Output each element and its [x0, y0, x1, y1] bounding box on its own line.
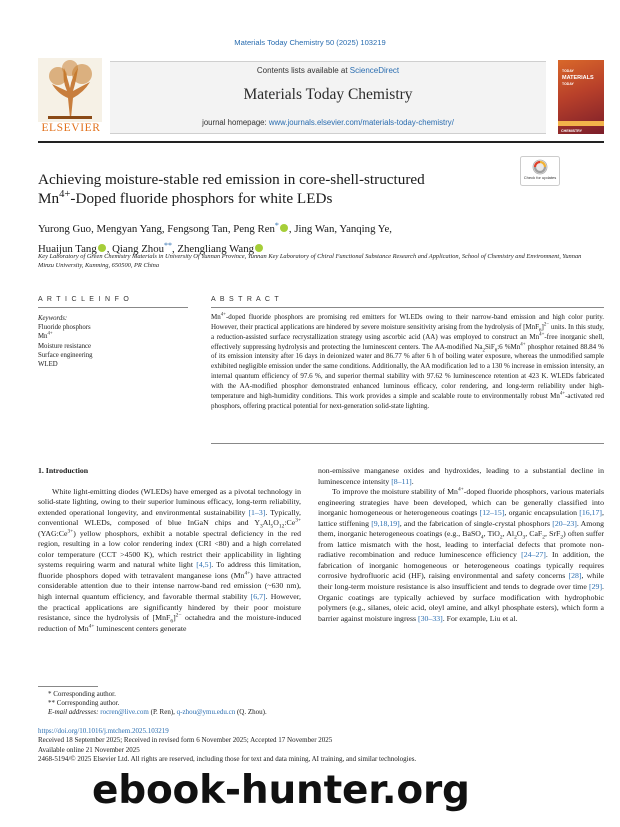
footnote-rule: [38, 686, 98, 687]
check-for-updates-label[interactable]: Check for updates: [523, 175, 557, 180]
reference-link[interactable]: [6,7]: [250, 592, 266, 602]
footnote-emails: E-mail addresses: rocren@live.com (P. Ren), q-zhou@ymu.edu.cn (Q. Zhou).: [48, 708, 267, 717]
online-date: Available online 21 November 2025: [38, 745, 140, 754]
author-name[interactable]: Mengyan Yang: [96, 223, 162, 235]
authors-line-2: Huaijun Tang , Qiang Zhou**, Zhengliang Wang: [38, 238, 598, 258]
keywords-block: [38, 314, 188, 369]
orcid-icon[interactable]: [255, 244, 263, 252]
reference-link[interactable]: [12–15]: [479, 508, 505, 518]
email-link[interactable]: rocren@live.com: [100, 708, 149, 717]
journal-reference[interactable]: Materials Today Chemistry 50 (2025) 103219: [234, 38, 386, 47]
footnote-corresponding-1: * Corresponding author.: [48, 690, 116, 698]
homepage-link[interactable]: www.journals.elsevier.com/materials-today-chemistry/: [268, 118, 454, 127]
email-link[interactable]: q-zhou@ymu.edu.cn: [176, 708, 236, 717]
reference-link[interactable]: [4,5]: [196, 560, 212, 570]
copyright: 2468-5194/© 2025 Elsevier Ltd. All rights are reserved, including those for text and data mining, AI training, and similar technologies.: [38, 755, 417, 764]
author-name[interactable]: Peng Ren: [233, 223, 275, 235]
intro-paragraph: non-emissive manganese oxides and hydroxides, leading to a substantial decline in luminescence intensity [8–11].: [318, 466, 604, 486]
corresponding-author-star[interactable]: *: [274, 221, 279, 230]
affiliation: Key Laboratory of Green Chemistry Materials in University Of Yunnan Province, Yunnan Key Laboratory of Chiral Functional Substance Research and Application, School of Chemistry and Environment, Yunnan Minzu University, Kunming, 650500, PR China: [38, 253, 582, 269]
keyword: Surface engineering: [38, 351, 93, 359]
abstract-heading: A B S T R A C T: [211, 296, 280, 303]
received-dates: Received 18 September 2025; Received in revised form 6 November 2025; Accepted 17 November 2025: [38, 736, 333, 745]
author-name[interactable]: Yurong Guo: [38, 223, 92, 235]
abstract-rule: [211, 307, 604, 308]
reference-link[interactable]: [1–3]: [248, 507, 266, 517]
orcid-icon[interactable]: [98, 244, 106, 252]
keyword: Moisture resistance: [38, 342, 92, 350]
journal-info-box: [110, 61, 546, 134]
journal-title: Materials Today Chemistry: [243, 86, 413, 103]
journal-banner: [38, 58, 604, 136]
keyword: Fluoride phosphors: [38, 324, 91, 332]
footnotes: [48, 690, 267, 718]
reference-link[interactable]: [30–33]: [418, 613, 443, 623]
section-heading: 1. Introduction: [38, 466, 89, 475]
homepage-line: [110, 118, 546, 127]
intro-right-column: [318, 466, 604, 624]
author-name[interactable]: Zhengliang Wang: [177, 242, 255, 255]
article-title: [38, 170, 498, 208]
cover-band: [558, 121, 604, 126]
author-name[interactable]: Qiang Zhou: [112, 242, 165, 255]
intro-paragraph: To improve the moisture stability of $Mn^{4+}$-doped fluoride phosphors, various materials engineering strategies have been developed, which can be generally classified into inorganic homogeneous or heterogeneous coatings [12–15], organic encapsulation [16,17], lattice stiffening [9,18,19], and the fabrication of single-crystal phosphors [20–23]. Among them, inorganic heterogeneous coatings (e.g., BaSO$_4$, TiO$_2$, $Al_2O_3$, CaF$_2$, SrF$_2$) often suffer from lattice mismatch with the host, leading to interfacial defects that promote non-radiative recombination and reduce luminescence efficiency [24–27]. In addition, the fabrication of inorganic homogeneous or heterogeneous coatings typically requires corrosive hydrofluoric acid (HF), raising environmental and safety concerns [28], while their long-term moisture resistance is also insufficient and tends to degrade over time [29]. Organic coatings are typically achieved by surface modification with hydrophobic polymers (e.g., silanes, oleic acid, oleyl amine, and alkyl phosphate esters), which form a barrier against moisture ingress [30–33]. For example, Liu et al.: [318, 486, 605, 623]
reference-link[interactable]: [16,17]: [579, 508, 603, 518]
title-line-1: Achieving moisture-stable red emission in core-shell-structured: [38, 171, 425, 188]
check-for-updates-icon[interactable]: [520, 156, 560, 186]
abstract-bottom-rule: [211, 443, 604, 444]
journal-cover-thumbnail[interactable]: [558, 60, 604, 134]
info-rule: [38, 307, 188, 308]
footnote-corresponding-2: ** Corresponding author.: [48, 699, 120, 708]
reference-link[interactable]: [8–11]: [391, 476, 412, 486]
cover-text: TODAY MATERIALS TODAY: [562, 69, 594, 86]
cover-band-text: CHEMISTRY: [561, 129, 583, 133]
keyword: WLED: [38, 361, 58, 369]
homepage-prefix: journal homepage:: [202, 118, 269, 127]
publication-info: [38, 727, 416, 765]
reference-link[interactable]: [24–27]: [521, 550, 546, 560]
contents-prefix: Contents lists available at: [256, 66, 350, 75]
author-name[interactable]: Yanqing Ye: [339, 223, 390, 235]
reference-link[interactable]: [28]: [568, 571, 582, 581]
abstract-text: $Mn^{4+}$-doped fluoride phosphors are promising red emitters for WLEDs owing to their narrow-band emission and high color purity. However, their practical applications are hindered by severe moisture sensitivity arising from the hydrolysis of $[MnF_6]^{2-}$ units. In this study, a reduction-assisted surface recrystallization strategy using ascorbic acid (AA) was employed to construct an $Mn^{4+}$-free inorganic shell, effectively suppressing hydrolysis and protecting the luminescent centers. The AA-modified $Na_2SiF_6:6$ $\%Mn^{4+}$ phosphor retained 88.84 % of its emission intensity after 16 days in deionized water and 86.77 % after 6 h of boiling water exposure, whereas the unmodified sample exhibited negligible emission under the same conditions. Additionally, the AA modification led to a 130 % increase in emission intensity, an internal quantum efficiency of 97.6 %, and superior thermal stability with 97.62 % luminescence retention at 423 K. WLEDs fabricated with the AA-modified phosphor demonstrated enhanced luminous efficacy, color rendering, and long-term reliability under high-temperature and high-humidity conditions. This work provides a simple and scalable route to environmentally robust $Mn^{4+}$-activated red phosphors, offering practical potential for next-generation solid-state lighting.: [211, 312, 605, 410]
elsevier-wordmark: ELSEVIER: [41, 122, 101, 134]
corresponding-author-star[interactable]: **: [164, 240, 173, 250]
intro-left-column: [38, 466, 301, 634]
watermark-text: ebook-hunter.org: [92, 768, 470, 813]
sciencedirect-link[interactable]: ScienceDirect: [349, 66, 400, 75]
author-name[interactable]: Jing Wan: [294, 223, 335, 235]
reference-link[interactable]: [29]: [589, 582, 603, 592]
reference-link[interactable]: [9,18,19]: [371, 518, 400, 528]
title-line-2: $Mn^{4+}$-Doped fluoride phosphors for white LEDs: [38, 188, 333, 207]
header-rule: [38, 141, 604, 143]
orcid-icon[interactable]: [280, 224, 288, 232]
article-info-heading: A R T I C L E I N F O: [38, 296, 131, 303]
intro-paragraph: White light-emitting diodes (WLEDs) have emerged as a pivotal technology in solid-state lighting, owing to their superior luminous efficacy, long-term reliability, extended operational longevity, and environmental sustainability [1–3]. Typically, conventional WLEDs, composed of blue InGaN chips and $Y_3Al_5O_{12}:Ce^{3+}$ $(YAG:Ce^{3+})$ yellow phosphors, exhibit a notable spectral deficiency in the red region, resulting in a low color rendering index (CRI <80) and a high correlated color temperature (CCT >4500 K), which restrict their applicability in lighting systems requiring warm and natural white light [4,5]. To address this limitation, fluoride phosphors doped with tetravalent manganese ions $(Mn^{4+})$ have attracted considerable attention due to their intense narrow-band red emission (~630 nm), high internal quantum efficiency, and favorable thermal stability [6,7]. However, the practical applications are significantly hindered by their poor moisture resistance, since the hydrolysis of $[MnF_6]^{2-}$ octahedra and the moisture-induced reduction of $Mn^{4+}$ luminescent centers generate: [38, 486, 301, 633]
contents-line: [110, 66, 546, 75]
author-list: [38, 218, 598, 257]
keyword: $Mn^{4+}$: [38, 332, 53, 341]
keywords-label: Keywords:: [38, 315, 68, 322]
author-name[interactable]: Huaijun Tang: [38, 242, 97, 255]
doi-link[interactable]: https://doi.org/10.1016/j.mtchem.2025.103219: [38, 727, 169, 735]
reference-link[interactable]: [20–23]: [552, 518, 577, 528]
author-name[interactable]: Fengsong Tan: [167, 223, 228, 235]
authors-line-1: Yurong Guo, Mengyan Yang, Fengsong Tan, Peng Ren* , Jing Wan, Yanqing Ye,: [38, 221, 392, 235]
